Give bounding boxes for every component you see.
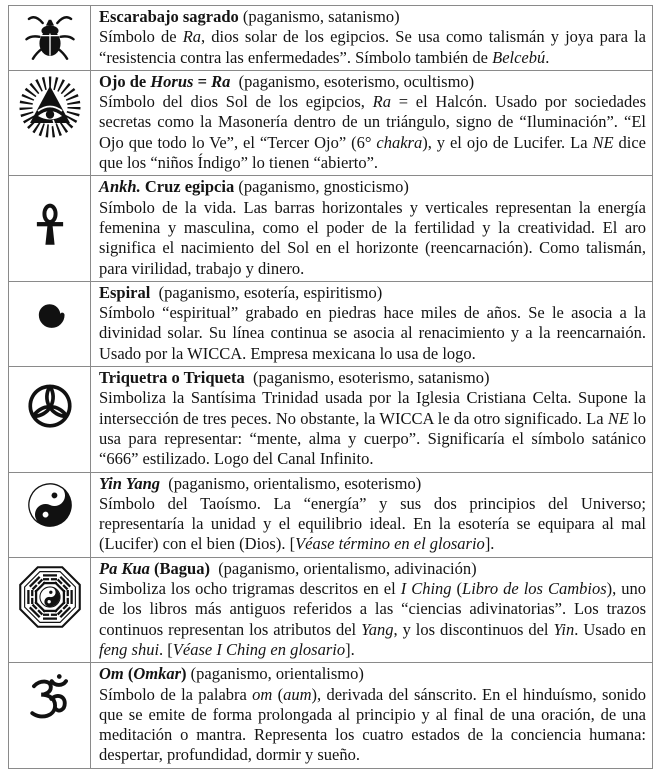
entry-description: Símbolo de la palabra om (aum), derivada del sánscrito. En el hinduísmo, sonido que se emite de forma prolongada al principio y al final de una oración, de una meditación o mantra. Representa los cuatro estados de la conciencia humana: despertar, profundidad, dormir y sueño. [99,684,646,765]
symbol-row [9,557,652,662]
symbol-cell [9,473,91,557]
symbol-cell [9,367,91,471]
ankh-icon [29,176,71,261]
yin-yang-icon [24,473,76,531]
entry-cell [91,282,652,366]
triquetra-icon [22,367,78,434]
pa-kua-icon [15,558,85,632]
entry-title: Pa Kua (Bagua) (paganismo, orientalismo, adivinación) [99,558,477,578]
symbol-row [9,70,652,175]
entry-title: Triquetra o Triqueta (paganismo, esoterismo, satanismo) [99,368,490,388]
scarab-icon [24,6,76,63]
symbol-row [9,662,652,767]
spiral-icon [23,282,77,342]
entry-description: Símbolo “espiritual” grabado en piedras hace miles de años. Se le asocia a la divinidad solar. Su línea continua se asocia al renacimiento y a la reencarnaión. Usado por la WICCA. Empresa mexicana lo usa de logo. [99,303,646,363]
entry-cell [91,176,652,280]
entry-cell [91,663,652,767]
symbol-cell [9,176,91,280]
entry-title: Ojo de Horus = Ra (paganismo, esoterismo, ocultismo) [99,71,475,91]
entry-title: Escarabajo sagrado (paganismo, satanismo) [99,7,400,26]
entry-description: Símbolo de la vida. Las barras horizontales y verticales representan la energía femenina y masculina, como el poder de la fertilidad y la creatividad. El aro significa el nacimiento del Sol en el horizonte (reencarnación). Como talismán, para virilidad, trabajo y dinero. [99,197,646,278]
entry-description: Símbolo de Ra, dios solar de los egipcios. Se usa como talismán y joya para la “resistencia contra las enfermedades”. Símbolo también de Belcebú. [99,27,646,67]
entry-title: Yin Yang (paganismo, orientalismo, esoterismo) [99,473,422,493]
om-icon [23,663,77,726]
entry-cell [91,558,652,662]
symbol-row [9,366,652,471]
eye-of-horus-icon [18,71,82,138]
symbol-row [9,175,652,280]
symbol-cell [9,558,91,662]
entry-cell [91,473,652,557]
entry-title: Ankh. Cruz egipcia (paganismo, gnosticismo) [99,177,409,197]
symbol-cell [9,663,91,767]
symbol-row [9,472,652,557]
symbols-table [8,5,653,769]
entry-cell [91,71,652,175]
entry-description: Simboliza los ocho trigramas descritos en el I Ching (Libro de los Cambios), uno de los libros más antiguos referidos a las “ciencias adivinatorias”. Los trazos continuos representan los atributos del Yang, y los discontinuos del Yin. Usado en feng shui. [Véase I Ching en glosario]. [99,579,647,659]
entry-title: Espiral (paganismo, esotería, espiritismo) [99,282,383,302]
symbol-row [9,281,652,366]
entry-description: Simboliza la Santísima Trinidad usada por la Iglesia Cristiana Celta. Supone la intersección de tres peces. No obstante, la WICCA le da otro significado. La NE lo usa para representar: “mente, alma y cuerpo”. Significaría el símbolo satánico “666” estilizado. Logo del Canal Infinito. [99,388,646,469]
entry-description: Símbolo del Taoísmo. La “energía” y sus dos principios del Universo; representaría la unidad y el equilibrio ideal. En la esotería se equipara al mal (Lucifer) con el bien (Dios). [Véase término en el glosario]. [99,493,646,554]
symbol-cell [9,282,91,366]
symbol-cell [9,71,91,175]
symbol-cell [9,6,91,70]
entry-description: Símbolo del dios Sol de los egipcios, Ra = el Halcón. Usado por sociedades secretas como la Masonería dentro de un triángulo, signo de “Iluminación”. “El Ojo que todo lo Ve”, el “Tercer Ojo” (6° chakra), y el ojo de Lucifer. La NE dice que los “niños Índigo” lo tienen “abierto”. [99,92,646,173]
entry-title: Om (Omkar) (paganismo, orientalismo) [99,664,364,684]
symbol-row [9,6,652,70]
entry-cell [91,367,652,471]
entry-cell [91,6,652,70]
